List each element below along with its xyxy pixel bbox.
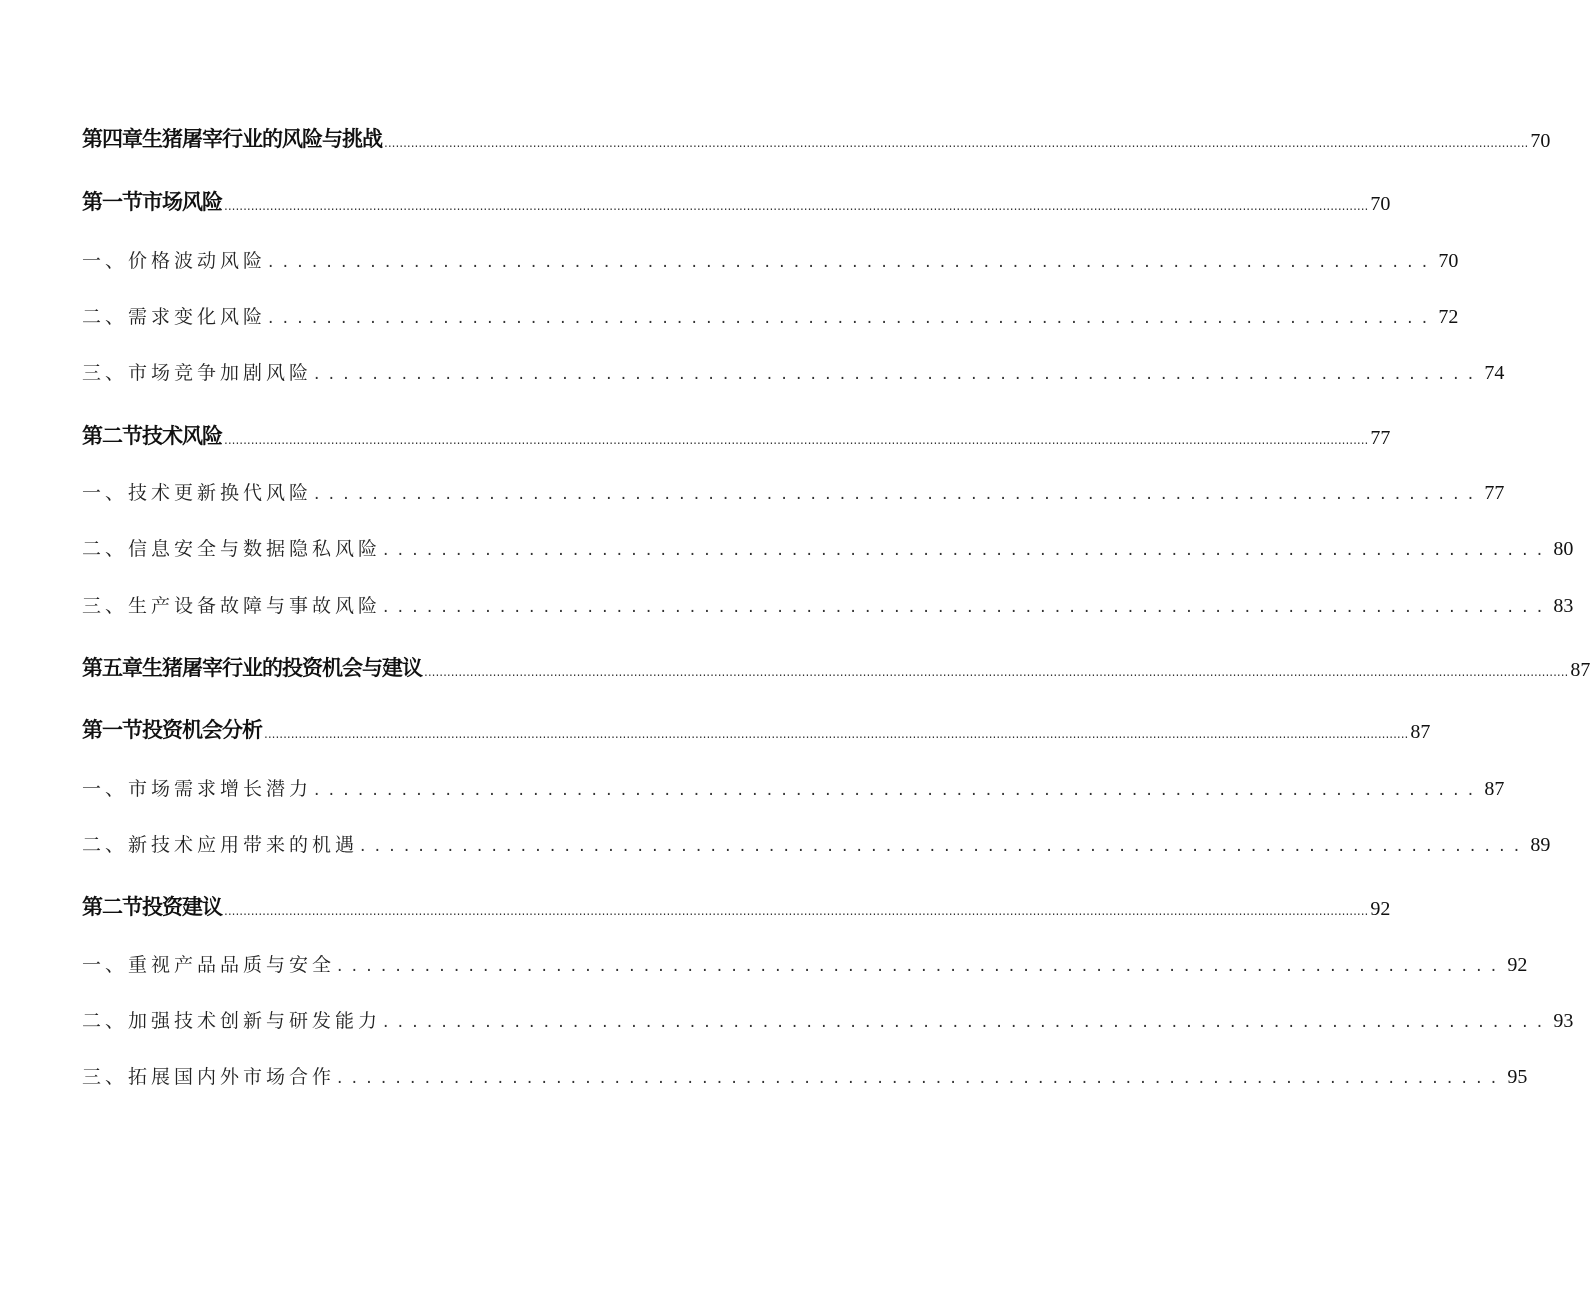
dot-leader: ............................................................................................................................................................................................................................................................................................................	[224, 199, 1369, 213]
toc-entry-label: 一、重视产品品质与安全	[82, 954, 336, 976]
toc-entry-page-number: 70	[1530, 130, 1551, 152]
toc-entry-label: 一、市场需求增长潜力	[82, 778, 313, 800]
toc-entry-tech-innovation-rnd[interactable]	[82, 1006, 1574, 1033]
toc-entry-market-demand-growth[interactable]	[82, 774, 1505, 801]
dot-leader: ................................................................................	[383, 597, 1552, 617]
toc-entry-label: 第一节市场风险	[82, 190, 222, 214]
dot-leader: ................................................................................	[314, 780, 1483, 800]
toc-entry-page-number: 70	[1438, 250, 1459, 272]
dot-leader: ............................................................................................................................................................................................................................................................................................................	[224, 904, 1369, 918]
toc-entry-page-number: 77	[1370, 427, 1391, 449]
toc-entry-tech-update-risk[interactable]	[82, 478, 1505, 505]
toc-entry-product-quality-safety[interactable]	[82, 950, 1528, 977]
toc-entry-new-technology-opportunity[interactable]	[82, 830, 1551, 857]
toc-entry-page-number: 92	[1370, 898, 1391, 920]
dot-leader: ................................................................................	[314, 364, 1483, 384]
dot-leader: ................................................................................	[268, 308, 1437, 328]
toc-entry-page-number: 95	[1507, 1066, 1528, 1088]
dot-leader: ................................................................................	[337, 956, 1506, 976]
toc-entry-label: 三、生产设备故障与事故风险	[82, 595, 382, 617]
dot-leader: ................................................................................	[383, 540, 1552, 560]
toc-entry-price-fluctuation-risk[interactable]	[82, 246, 1459, 273]
dot-leader: ............................................................................................................................................................................................................................................................................................................	[384, 136, 1529, 150]
toc-entry-label: 一、技术更新换代风险	[82, 482, 313, 504]
toc-entry-page-number: 89	[1530, 834, 1551, 856]
toc-entry-chapter-5[interactable]	[82, 652, 1590, 682]
toc-entry-label: 三、拓展国内外市场合作	[82, 1066, 336, 1088]
dot-leader: ................................................................................	[360, 836, 1529, 856]
toc-entry-competition-risk[interactable]	[82, 358, 1505, 385]
toc-entry-label: 二、信息安全与数据隐私风险	[82, 538, 382, 560]
toc-entry-page-number: 87	[1484, 778, 1505, 800]
toc-entry-page-number: 87	[1570, 659, 1590, 681]
dot-leader: ............................................................................................................................................................................................................................................................................................................	[264, 727, 1409, 741]
toc-entry-label: 二、新技术应用带来的机遇	[82, 834, 359, 856]
dot-leader: ................................................................................	[314, 484, 1483, 504]
toc-entry-page-number: 77	[1484, 482, 1505, 504]
toc-entry-page-number: 72	[1438, 306, 1459, 328]
toc-entry-page-number: 74	[1484, 362, 1505, 384]
toc-entry-label: 二、需求变化风险	[82, 306, 267, 328]
toc-entry-equipment-failure-risk[interactable]	[82, 591, 1574, 618]
toc-entry-section-investment-opportunity[interactable]	[82, 714, 1431, 744]
toc-entry-page-number: 92	[1507, 954, 1528, 976]
toc-entry-page-number: 70	[1370, 193, 1391, 215]
dot-leader: ............................................................................................................................................................................................................................................................................................................	[424, 665, 1569, 679]
toc-entry-page-number: 80	[1553, 538, 1574, 560]
toc-entry-label: 第二节技术风险	[82, 424, 222, 448]
toc-entry-label: 第五章生猪屠宰行业的投资机会与建议	[82, 656, 422, 680]
toc-entry-chapter-4[interactable]	[82, 123, 1551, 153]
toc-entry-page-number: 93	[1553, 1010, 1574, 1032]
toc-entry-label: 二、加强技术创新与研发能力	[82, 1010, 382, 1032]
toc-entry-market-cooperation[interactable]	[82, 1062, 1528, 1089]
dot-leader: ................................................................................	[337, 1068, 1506, 1088]
dot-leader: ................................................................................	[268, 252, 1437, 272]
toc-entry-page-number: 83	[1553, 595, 1574, 617]
toc-entry-label: 第二节投资建议	[82, 895, 222, 919]
toc-entry-label: 一、价格波动风险	[82, 250, 267, 272]
toc-entry-page-number: 87	[1410, 721, 1431, 743]
toc-entry-information-security-risk[interactable]	[82, 534, 1574, 561]
dot-leader: ............................................................................................................................................................................................................................................................................................................	[224, 433, 1369, 447]
dot-leader: ................................................................................	[383, 1012, 1552, 1032]
toc-entry-label: 第四章生猪屠宰行业的风险与挑战	[82, 127, 382, 151]
toc-entry-label: 第一节投资机会分析	[82, 718, 262, 742]
toc-entry-section-market-risk[interactable]	[82, 186, 1391, 216]
toc-entry-label: 三、市场竞争加剧风险	[82, 362, 313, 384]
toc-entry-section-technology-risk[interactable]	[82, 420, 1391, 450]
toc-entry-section-investment-advice[interactable]	[82, 891, 1391, 921]
toc-entry-demand-change-risk[interactable]	[82, 302, 1459, 329]
